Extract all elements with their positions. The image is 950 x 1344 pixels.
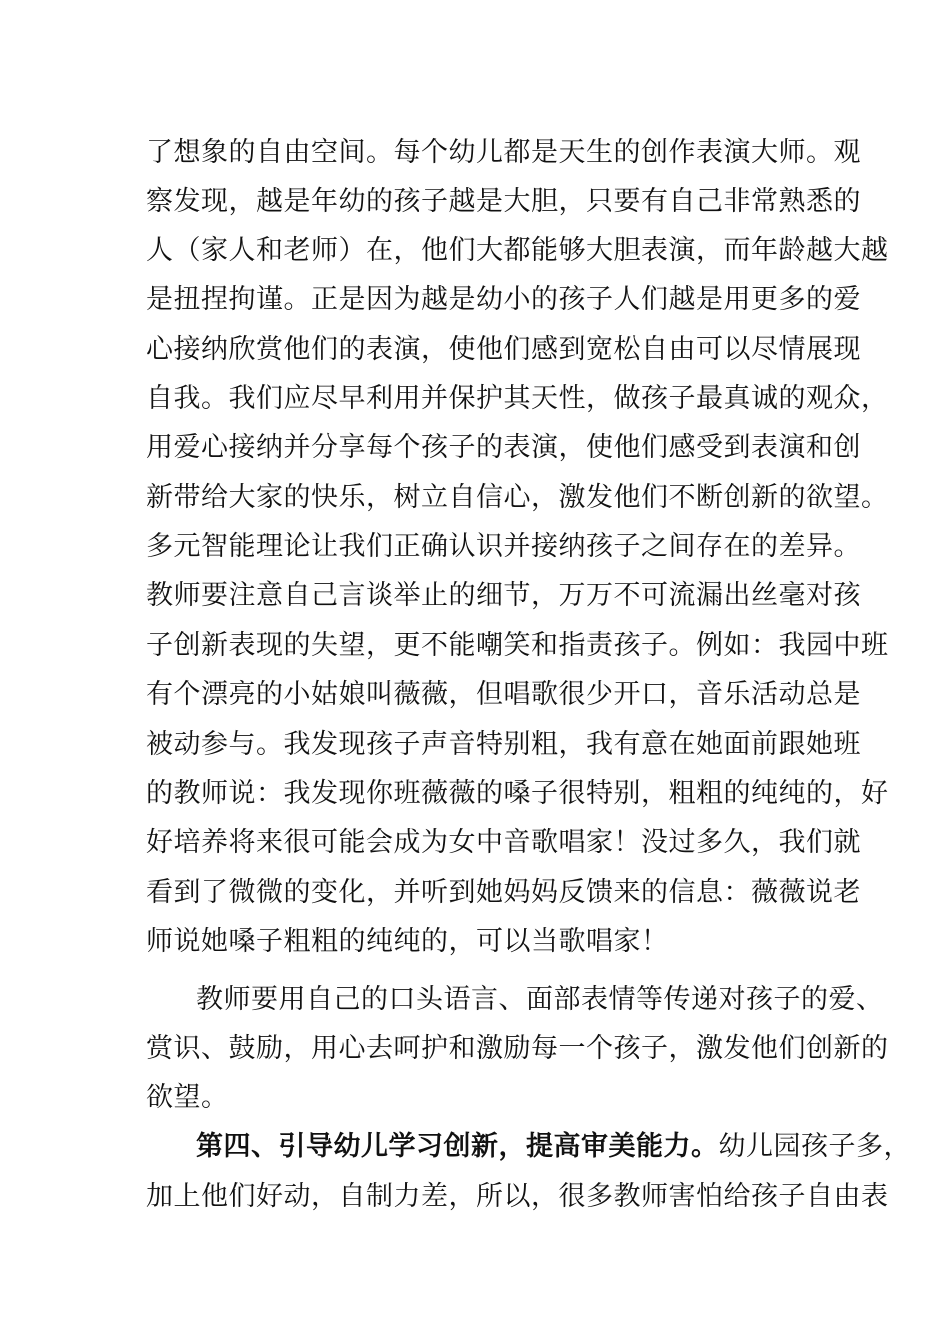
text-line: 有个漂亮的小姑娘叫薇薇，但唱歌很少开口，音乐活动总是 — [146, 679, 861, 710]
text-run: 幼儿园孩子多， — [718, 1131, 911, 1162]
text-line: 是扭捏拘谨。正是因为越是幼小的孩子人们越是用更多的爱 — [146, 284, 861, 315]
text-line: 被动参与。我发现孩子声音特别粗，我有意在她面前跟她班 — [146, 729, 861, 760]
text-line: 用爱心接纳并分享每个孩子的表演，使他们感受到表演和创 — [146, 432, 861, 463]
text-line: 人（家人和老师）在，他们大都能够大胆表演，而年龄越大越 — [146, 235, 889, 266]
text-line: 赏识、鼓励，用心去呵护和激励每一个孩子，激发他们创新的 — [146, 1033, 889, 1064]
text-line: 师说她嗓子粗粗的纯纯的，可以当歌唱家！ — [146, 926, 669, 957]
paragraph-first-line — [196, 1130, 911, 1164]
text-line: 自我。我们应尽早利用并保护其天性，做孩子最真诚的观众， — [146, 383, 889, 414]
text-line: 欲望。 — [146, 1082, 229, 1113]
text-line: 了想象的自由空间。每个幼儿都是天生的创作表演大师。观 — [146, 137, 861, 168]
text-line: 好培养将来很可能会成为女中音歌唱家！没过多久，我们就 — [146, 827, 861, 858]
text-line: 新带给大家的快乐，树立自信心，激发他们不断创新的欲望。 — [146, 482, 889, 513]
section-heading: 第四、引导幼儿学习创新，提高审美能力。 — [196, 1131, 719, 1162]
text-line: 察发现，越是年幼的孩子越是大胆，只要有自己非常熟悉的 — [146, 186, 861, 217]
text-line: 加上他们好动，自制力差，所以，很多教师害怕给孩子自由表 — [146, 1181, 889, 1212]
text-line: 教师要注意自己言谈举止的细节，万万不可流漏出丝毫对孩 — [146, 580, 861, 611]
paragraph-first-line: 教师要用自己的口头语言、面部表情等传递对孩子的爱、 — [196, 984, 884, 1015]
text-line: 心接纳欣赏他们的表演，使他们感到宽松自由可以尽情展现 — [146, 334, 861, 365]
text-line: 的教师说：我发现你班薇薇的嗓子很特别，粗粗的纯纯的，好 — [146, 778, 889, 809]
text-line: 子创新表现的失望，更不能嘲笑和指责孩子。例如：我园中班 — [146, 630, 889, 661]
text-line: 多元智能理论让我们正确认识并接纳孩子之间存在的差异。 — [146, 531, 861, 562]
text-line: 看到了微微的变化，并听到她妈妈反馈来的信息：薇薇说老 — [146, 877, 861, 908]
